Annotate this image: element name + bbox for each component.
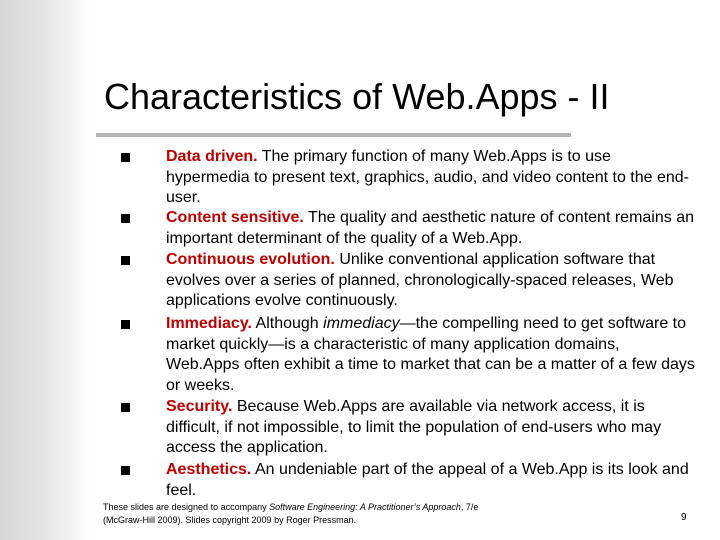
bullet-item-content-sensitive bbox=[166, 208, 696, 249]
bullet-square-icon bbox=[121, 320, 130, 329]
left-gradient-band bbox=[0, 0, 91, 540]
bullet-desc: Unlike conventional application software that evolves over a series of planned, chronologically-spaced releases, Web applications evolve continuously. bbox=[166, 251, 674, 309]
bullet-term: Content sensitive. bbox=[166, 209, 304, 226]
bullet-emphasis: immediacy bbox=[323, 315, 400, 332]
bullet-square-icon bbox=[121, 153, 130, 162]
title-underline-rule bbox=[96, 133, 571, 137]
bullet-item-security bbox=[166, 397, 696, 459]
bullet-term: Immediacy. bbox=[166, 315, 252, 332]
bullet-desc: Because Web.Apps are available via network access, it is difficult, if not impossible, to limit the population of end-users who may access the application. bbox=[166, 398, 662, 456]
bullet-term: Continuous evolution. bbox=[166, 251, 335, 268]
bullet-item-data-driven bbox=[166, 147, 696, 209]
bullet-square-icon bbox=[121, 256, 130, 265]
bullet-square-icon bbox=[121, 214, 130, 223]
bullet-term: Aesthetics. bbox=[166, 461, 252, 478]
footer-book-title: Software Engineering: A Practitioner’s Approach bbox=[269, 502, 461, 512]
bullet-desc: —the compelling need to get software to market quickly—is a characteristic of many application domains, Web.Apps often exhibit a time to market that can be a matter of a few days or weeks. bbox=[166, 315, 695, 394]
bullet-square-icon bbox=[121, 403, 130, 412]
footer-edition: , 7/e bbox=[460, 502, 479, 512]
bullet-square-icon bbox=[121, 466, 130, 475]
footer-line-1 bbox=[103, 501, 478, 514]
page-number: 9 bbox=[681, 512, 687, 523]
footer-line-2: (McGraw-Hill 2009). Slides copyright 2009 by Roger Pressman. bbox=[103, 515, 357, 525]
bullet-desc: The primary function of many Web.Apps is to use hypermedia to present text, graphics, audio, and video content to the end-user. bbox=[166, 148, 689, 206]
bullet-term: Data driven. bbox=[166, 148, 258, 165]
bullet-desc: An undeniable part of the appeal of a Web.App is its look and feel. bbox=[166, 461, 689, 499]
bullet-desc: The quality and aesthetic nature of content remains an important determinant of the quality of a Web.App. bbox=[166, 209, 694, 247]
footer-text: These slides are designed to accompany bbox=[103, 502, 270, 512]
bullet-term: Security. bbox=[166, 398, 233, 415]
slide-footer bbox=[103, 501, 478, 527]
bullet-desc: Although bbox=[251, 315, 324, 332]
slide-title: Characteristics of Web.Apps - II bbox=[104, 76, 610, 117]
bullet-item-aesthetics bbox=[166, 460, 696, 501]
bullet-item-immediacy bbox=[166, 314, 696, 396]
bullet-item-continuous-evolution bbox=[166, 250, 696, 312]
